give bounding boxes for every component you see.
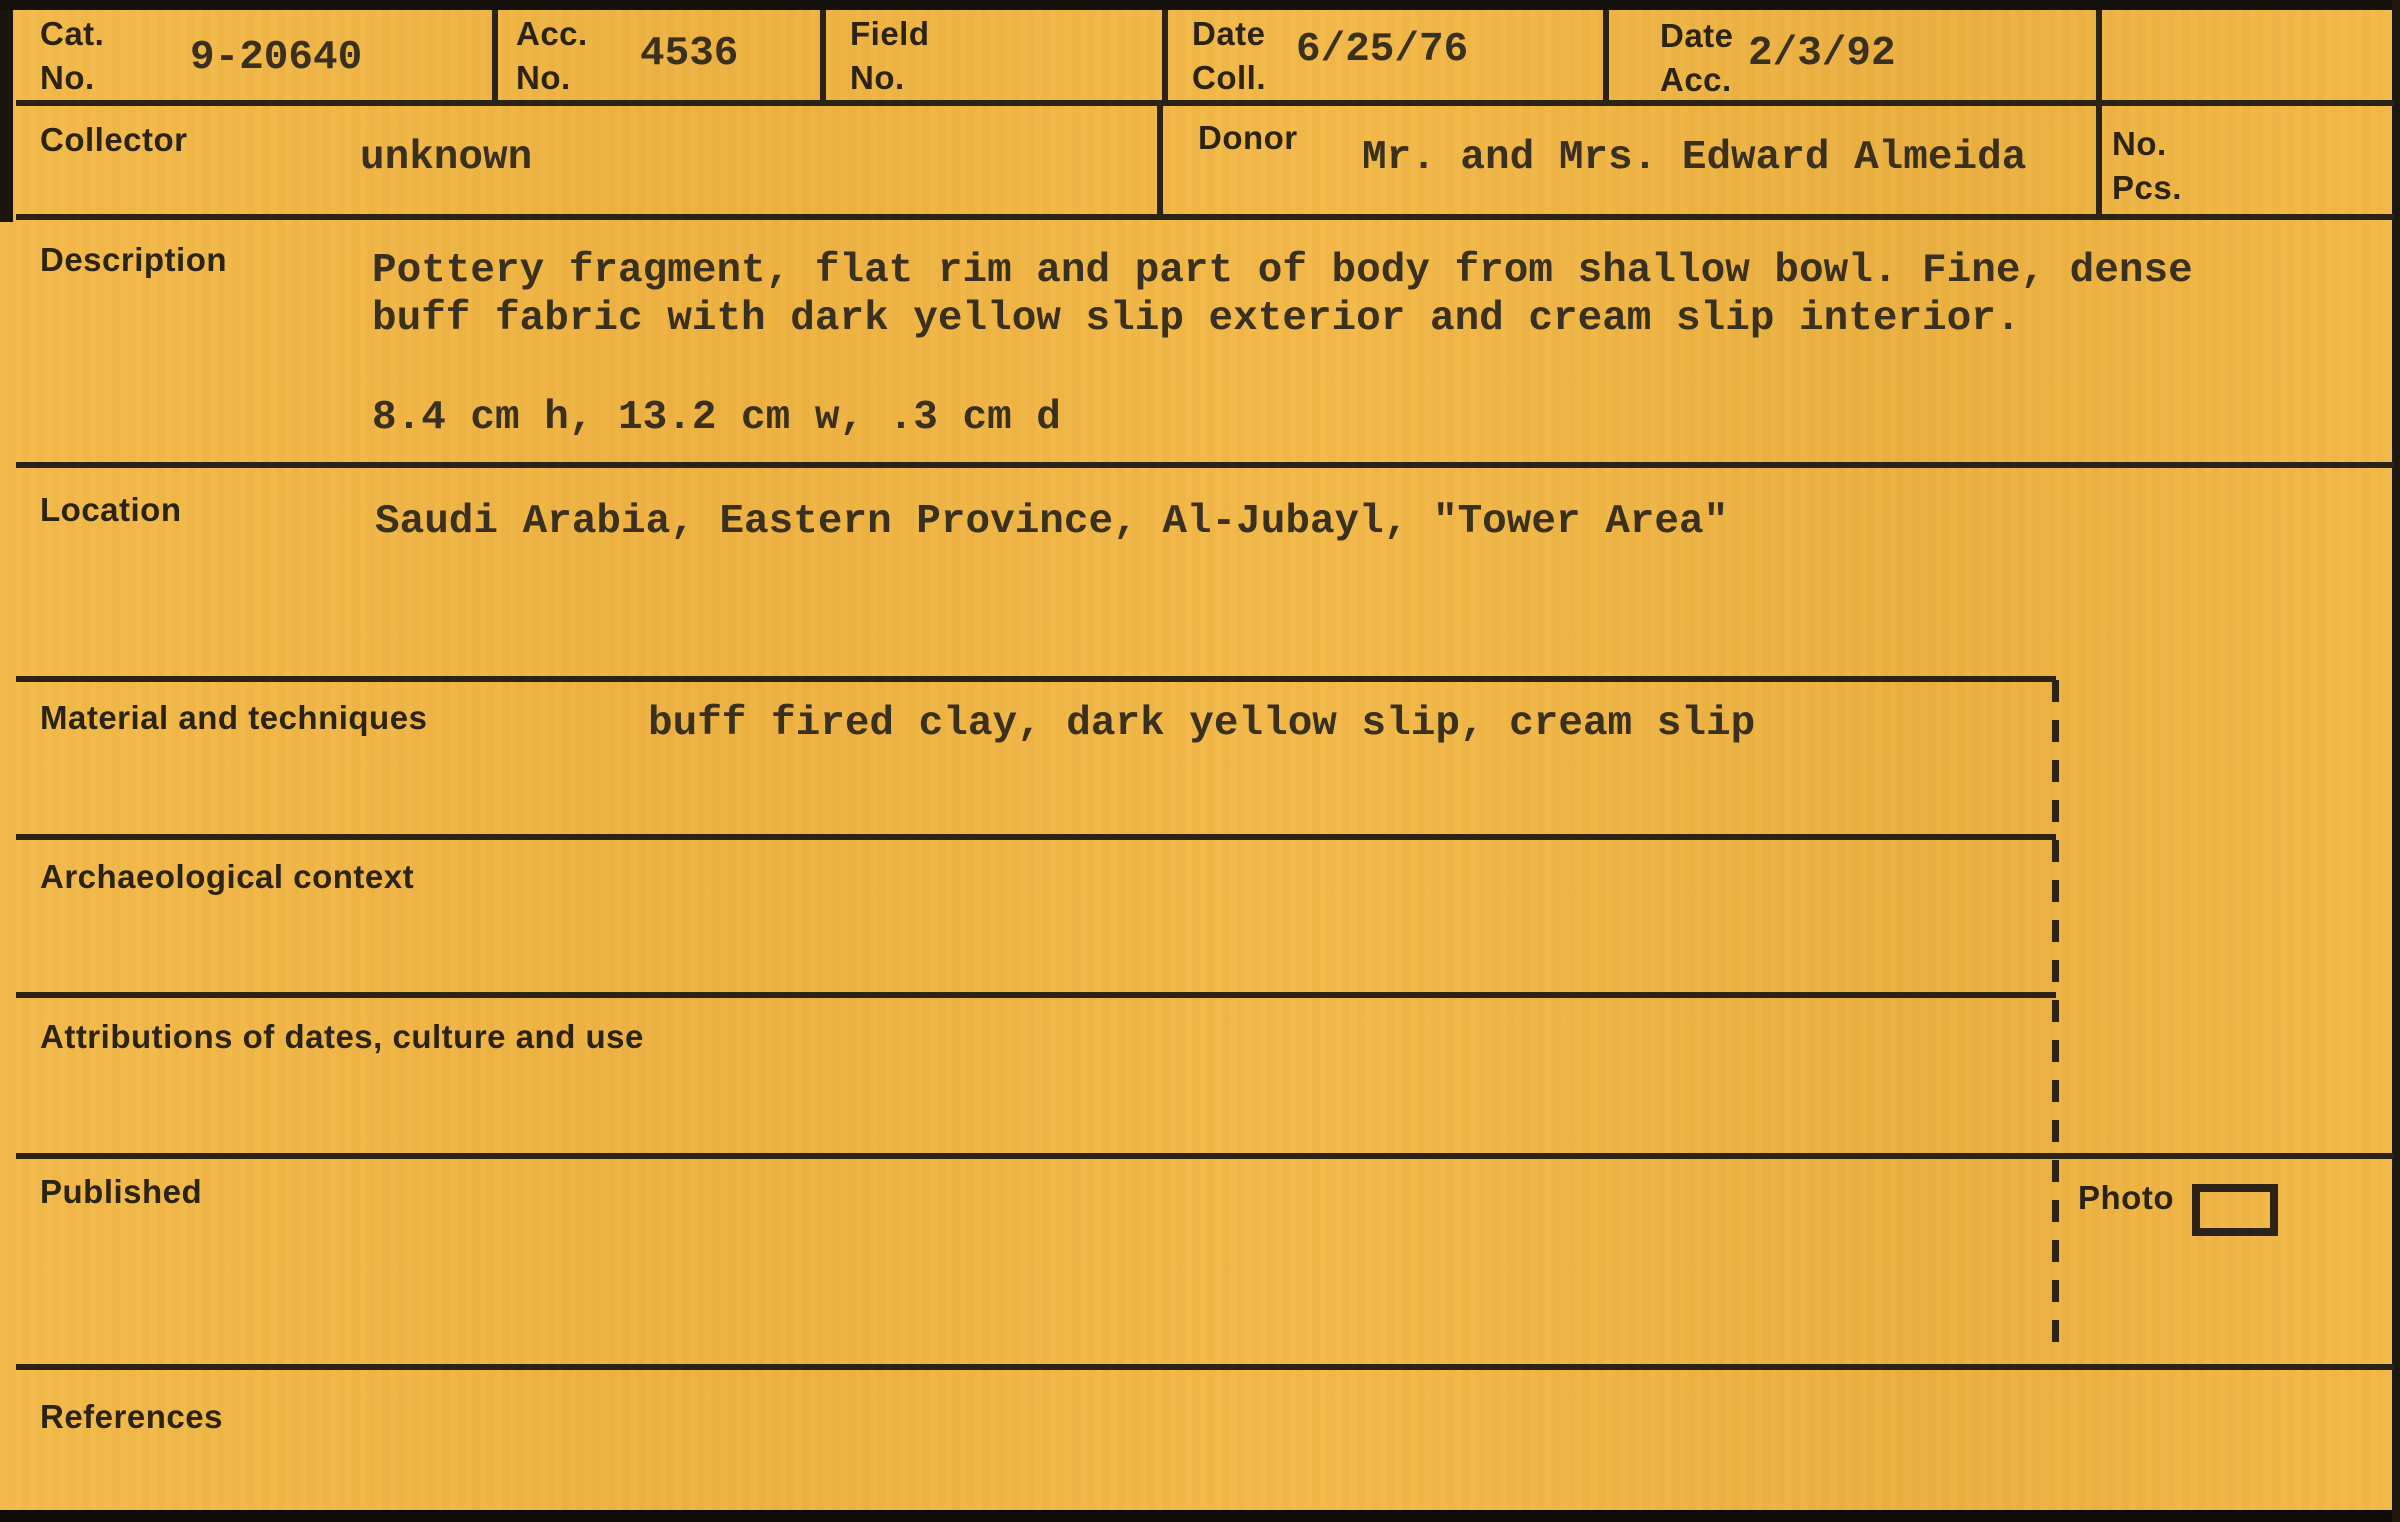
no-pcs-label (2112, 122, 2182, 210)
collector-value: unknown (360, 135, 533, 181)
location-value: Saudi Arabia, Eastern Province, Al-Jubayl, "Tower Area" (375, 499, 1729, 545)
attributions-label: Attributions of dates, culture and use (40, 1018, 644, 1055)
acc-no-label (516, 12, 588, 100)
references-label: References (40, 1398, 223, 1435)
divider-cat-acc (492, 10, 498, 102)
cat-no-label (40, 12, 104, 100)
cat-no-value: 9-20640 (190, 35, 363, 81)
field-no-label (850, 12, 930, 100)
scan-edge-bottom (0, 1510, 2400, 1522)
rule-below-description (16, 462, 2394, 468)
scan-edge-right (2392, 0, 2400, 1522)
date-coll-label-line2: Coll. (1192, 59, 1266, 96)
rule-below-archaeological-context (16, 992, 2056, 998)
cat-label-line1: Cat. (40, 15, 105, 52)
rule-below-published (16, 1364, 2394, 1370)
divider-acc-field (820, 10, 826, 102)
divider-collector-donor (1157, 104, 1163, 216)
date-acc-label-line2: Acc. (1660, 61, 1732, 98)
material-value: buff fired clay, dark yellow slip, cream slip (648, 701, 1756, 747)
field-label-line1: Field (850, 15, 930, 52)
date-acc-label-line1: Date (1660, 17, 1734, 54)
rule-below-collector-row (16, 214, 2394, 220)
photo-checkbox (2192, 1184, 2278, 1236)
rule-below-location (16, 676, 2056, 682)
acc-label-line1: Acc. (516, 15, 588, 52)
location-label: Location (40, 491, 182, 528)
description-text-line2: buff fabric with dark yellow slip exterior and cream slip interior. (372, 296, 2021, 342)
description-label: Description (40, 241, 228, 278)
no-pcs-label-line2: Pcs. (2112, 169, 2182, 206)
date-coll-label-line1: Date (1192, 15, 1266, 52)
donor-label: Donor (1198, 119, 1298, 156)
description-text-line1: Pottery fragment, flat rim and part of body from shallow bowl. Fine, dense (372, 248, 2193, 294)
scan-edge-top (0, 0, 2400, 10)
field-label-line2: No. (850, 59, 905, 96)
divider-donor-nopcs (2096, 104, 2102, 216)
scan-edge-left (0, 10, 13, 222)
dashed-photo-column-divider (2052, 680, 2059, 1354)
date-acc-label (1660, 14, 1734, 102)
cat-label-line2: No. (40, 59, 95, 96)
acc-no-value: 4536 (640, 31, 739, 77)
divider-dateacc-blank (2096, 10, 2102, 102)
material-label: Material and techniques (40, 699, 428, 736)
photo-label: Photo (2078, 1179, 2174, 1216)
rule-below-attributions (16, 1153, 2394, 1159)
date-coll-label (1192, 12, 1266, 100)
rule-below-header-row (16, 100, 2394, 106)
acc-label-line2: No. (516, 59, 571, 96)
published-label: Published (40, 1173, 203, 1210)
description-dimensions: 8.4 cm h, 13.2 cm w, .3 cm d (372, 395, 1061, 441)
archaeological-context-label: Archaeological context (40, 858, 415, 895)
divider-datecoll-dateacc (1603, 10, 1609, 102)
no-pcs-label-line1: No. (2112, 125, 2167, 162)
collector-label: Collector (40, 121, 188, 158)
divider-field-datecoll (1162, 10, 1168, 102)
donor-value: Mr. and Mrs. Edward Almeida (1362, 135, 2027, 181)
date-acc-value: 2/3/92 (1748, 31, 1896, 77)
date-coll-value: 6/25/76 (1296, 27, 1469, 73)
rule-below-material (16, 834, 2056, 840)
